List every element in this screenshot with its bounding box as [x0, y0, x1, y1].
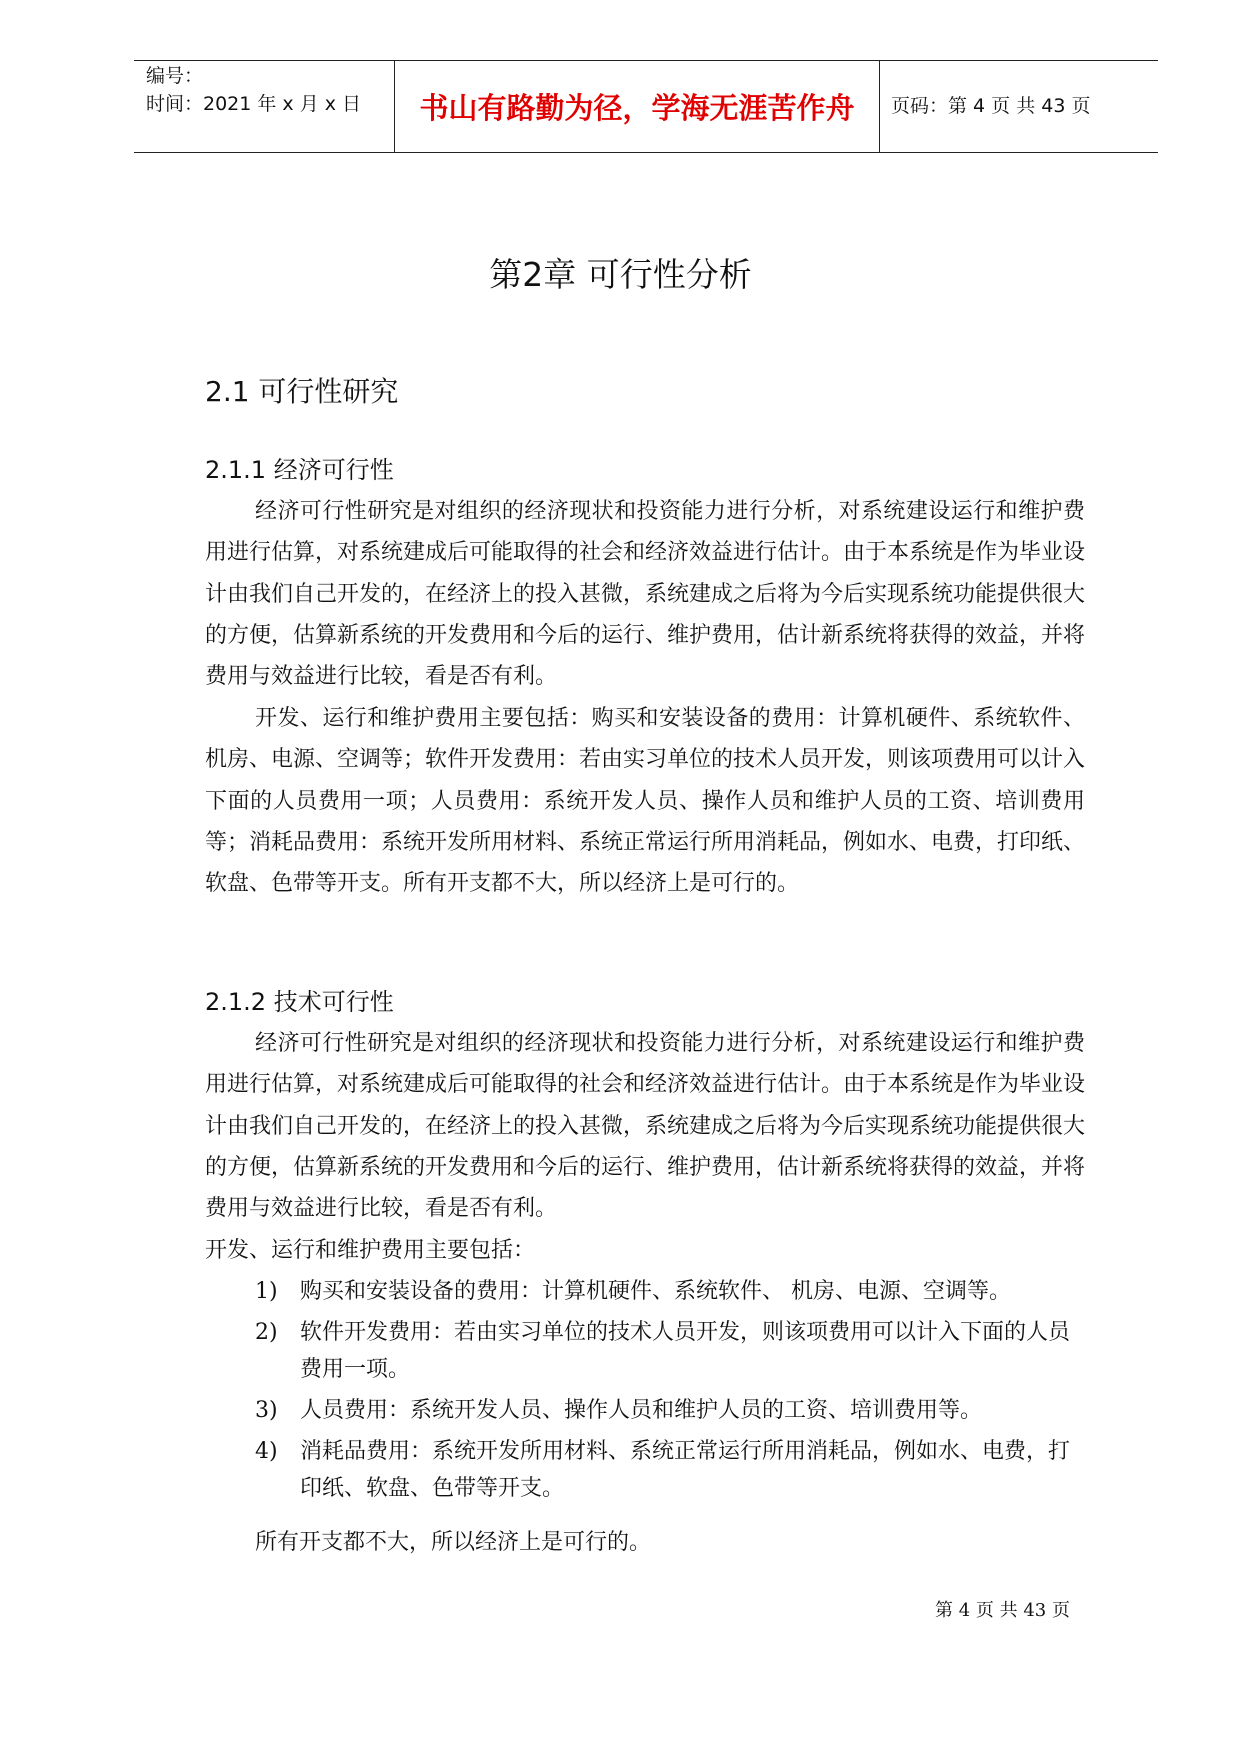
- list-item-text: 人员费用：系统开发人员、操作人员和维护人员的工资、培训费用等。: [300, 1398, 983, 1423]
- list-item: [205, 1392, 1085, 1429]
- list-item-number: 2): [255, 1320, 278, 1345]
- section-2-1-2-paragraph-1: 经济可行性研究是对组织的经济现状和投资能力进行分析，对系统建设运行和维护费用进行估算，对系统建成后可能取得的社会和经济效益进行估计。由于本系统是作为毕业设计由我们自己开发的，在经济上的投入甚微，系统建成之后将为今后实现系统功能提供很大的方便，估算新系统的开发费用和今后的运行、维护费用，估计新系统将获得的效益，并将费用与效益进行比较，看是否有利。: [205, 1031, 1086, 1222]
- header-divider-right: [879, 60, 880, 152]
- section-2-1-2-paragraph-2: 开发、运行和维护费用主要包括：: [205, 1238, 536, 1263]
- header-bottom-rule: [134, 152, 1158, 153]
- page-footer: 第 4 页 共 43 页: [935, 1600, 1070, 1621]
- list-item: [205, 1314, 1085, 1388]
- list-item-number: 1): [255, 1279, 278, 1304]
- chapter-title: 第2章 可行性分析: [489, 255, 752, 294]
- section-2-1-1-paragraph-2: 开发、运行和维护费用主要包括：购买和安装设备的费用：计算机硬件、系统软件、 机房、电源、空调等；软件开发费用：若由实习单位的技术人员开发，则该项费用可以计入下面的人员费用一项；人员费用：系统开发人员、操作人员和维护人员的工资、培训费用等；消耗品费用：系统开发所用材料、系统正常运行所用消耗品，例如水、电费，打印纸、软盘、色带等开支。所有开支都不大，所以经济上是可行的。: [205, 706, 1086, 897]
- section-2-1-title: 2.1 可行性研究: [205, 375, 399, 408]
- list-item-text: 购买和安装设备的费用：计算机硬件、系统软件、 机房、电源、空调等。: [300, 1279, 1011, 1304]
- section-2-1-2-conclusion: 所有开支都不大，所以经济上是可行的。: [255, 1530, 652, 1555]
- header-meta: [146, 62, 361, 118]
- list-item: [205, 1273, 1085, 1310]
- header-page-label: 页码：第 4 页 共 43 页: [891, 95, 1091, 117]
- header-number-label: 编号：: [146, 65, 204, 87]
- list-item-text: 软件开发费用：若由实习单位的技术人员开发，则该项费用可以计入下面的人员费用一项。: [300, 1320, 1071, 1382]
- list-item: [205, 1433, 1085, 1507]
- list-item-number: 3): [255, 1398, 278, 1423]
- list-item-text: 消耗品费用：系统开发所用材料、系统正常运行所用消耗品，例如水、电费，打印纸、软盘、色带等开支。: [300, 1439, 1071, 1501]
- header-motto: 书山有路勤为径，学海无涯苦作舟: [419, 90, 855, 125]
- section-2-1-2-title: 2.1.2 技术可行性: [205, 988, 394, 1016]
- header-divider-left: [394, 60, 395, 152]
- section-2-1-1-paragraph-1: 经济可行性研究是对组织的经济现状和投资能力进行分析，对系统建设运行和维护费用进行估算，对系统建成后可能取得的社会和经济效益进行估计。由于本系统是作为毕业设计由我们自己开发的，在经济上的投入甚微，系统建成之后将为今后实现系统功能提供很大的方便，估算新系统的开发费用和今后的运行、维护费用，估计新系统将获得的效益，并将费用与效益进行比较，看是否有利。: [205, 499, 1086, 690]
- list-item-number: 4): [255, 1439, 278, 1464]
- section-2-1-1-title: 2.1.1 经济可行性: [205, 456, 394, 484]
- header-time-label: 时间：2021 年 x 月 x 日: [146, 93, 362, 115]
- cost-list: [205, 1273, 1085, 1511]
